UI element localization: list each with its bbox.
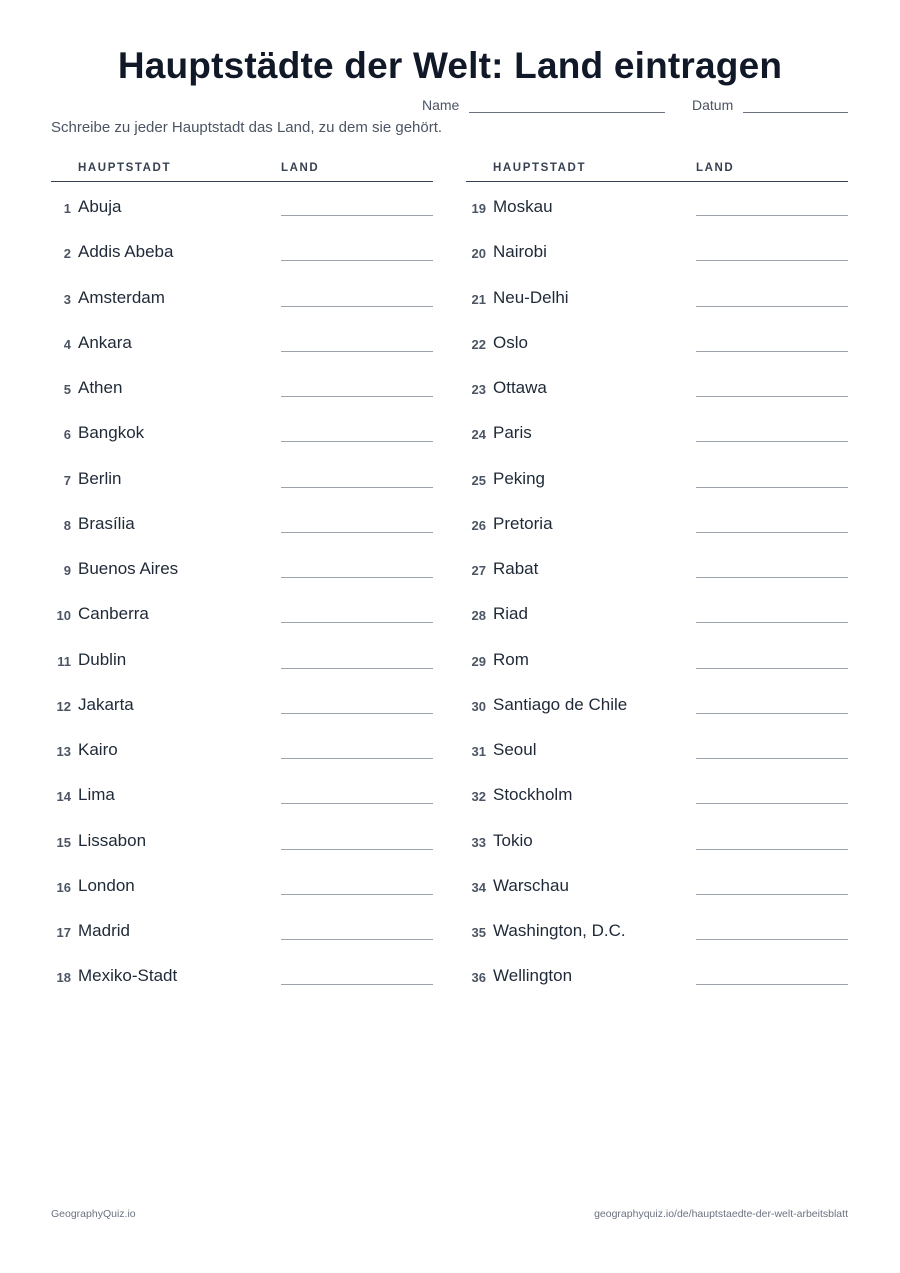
land-answer-line[interactable] <box>281 306 433 307</box>
row-number: 20 <box>471 246 486 262</box>
city-header: HAUPTSTADT <box>493 162 587 174</box>
worksheet-row <box>466 635 848 680</box>
row-number: 21 <box>471 291 486 307</box>
date-label: Datum <box>692 97 734 113</box>
row-number: 24 <box>471 427 486 443</box>
worksheet-row <box>466 363 848 408</box>
row-number: 3 <box>63 291 71 307</box>
worksheet-row <box>51 363 433 408</box>
row-number: 26 <box>471 517 486 533</box>
capital-name: Washington, D.C. <box>493 921 626 940</box>
row-number: 4 <box>63 336 71 352</box>
footer-brand: GeographyQuiz.io <box>51 1208 136 1220</box>
land-answer-line[interactable] <box>696 396 848 397</box>
worksheet-row <box>466 861 848 906</box>
row-number: 9 <box>63 563 71 578</box>
row-number: 32 <box>471 789 486 805</box>
worksheet-row <box>51 227 433 272</box>
city-header: HAUPTSTADT <box>78 162 172 174</box>
row-number: 31 <box>471 744 486 759</box>
row-number: 2 <box>63 246 71 262</box>
land-header: LAND <box>281 162 320 174</box>
row-number: 15 <box>56 834 71 850</box>
worksheet-row <box>466 725 848 770</box>
worksheet-row <box>51 499 433 544</box>
row-number: 27 <box>471 563 486 578</box>
row-number: 25 <box>471 472 486 488</box>
worksheet-row <box>51 951 433 996</box>
worksheet-row <box>51 273 433 318</box>
row-number: 36 <box>471 970 486 986</box>
worksheet-row <box>51 680 433 725</box>
capital-name: Neu-Delhi <box>493 287 569 307</box>
row-number: 10 <box>56 608 71 624</box>
capital-name: Pretoria <box>493 513 553 533</box>
worksheet-row <box>466 454 848 499</box>
worksheet-row <box>466 273 848 318</box>
row-number: 5 <box>63 382 71 397</box>
land-answer-line[interactable] <box>696 215 848 216</box>
worksheet-title: Hauptstädte der Welt: Land eintragen <box>117 45 783 86</box>
capital-name: Lima <box>78 785 115 805</box>
land-answer-line[interactable] <box>696 849 848 850</box>
capital-name: Lissabon <box>78 830 147 850</box>
capital-name: Nairobi <box>493 242 547 262</box>
land-answer-line[interactable] <box>696 622 848 623</box>
row-number: 12 <box>56 698 71 714</box>
land-answer-line[interactable] <box>281 441 433 442</box>
worksheet-row <box>51 861 433 906</box>
land-answer-line[interactable] <box>696 939 848 940</box>
row-number: 33 <box>471 834 486 850</box>
row-number: 7 <box>63 472 71 488</box>
land-answer-line[interactable] <box>281 351 433 352</box>
row-number: 17 <box>56 925 71 940</box>
capital-name: Berlin <box>78 468 122 488</box>
capitals-column-right <box>466 158 848 997</box>
column-header <box>466 158 848 182</box>
land-answer-line[interactable] <box>281 532 433 533</box>
worksheet-row <box>466 227 848 272</box>
land-answer-line[interactable] <box>696 441 848 442</box>
row-number: 11 <box>57 653 71 669</box>
land-answer-line[interactable] <box>696 803 848 804</box>
capital-name: Abuja <box>78 197 122 216</box>
worksheet-row <box>466 816 848 861</box>
worksheet-row <box>51 816 433 861</box>
row-number: 22 <box>471 336 486 352</box>
capital-name: Dublin <box>78 649 127 669</box>
land-answer-line[interactable] <box>696 306 848 307</box>
land-answer-line[interactable] <box>696 894 848 895</box>
worksheet-row <box>466 544 848 589</box>
land-answer-line[interactable] <box>281 215 433 216</box>
worksheet-row <box>51 544 433 589</box>
land-answer-line[interactable] <box>281 713 433 714</box>
capital-name: Tokio <box>493 830 533 850</box>
capital-name: Oslo <box>493 332 528 352</box>
land-answer-line[interactable] <box>696 668 848 669</box>
land-answer-line[interactable] <box>281 939 433 940</box>
land-answer-line[interactable] <box>696 260 848 261</box>
date-field[interactable] <box>743 112 848 113</box>
worksheet-row <box>51 725 433 770</box>
worksheet-row <box>51 770 433 815</box>
capital-name: Wellington <box>493 966 573 986</box>
capital-name: Kairo <box>78 740 118 759</box>
worksheet-row <box>51 454 433 499</box>
capital-name: Brasília <box>78 513 135 533</box>
worksheet-row <box>466 589 848 634</box>
worksheet-row <box>466 770 848 815</box>
worksheet-row <box>51 408 433 453</box>
capital-name: London <box>78 875 135 895</box>
capital-name: Amsterdam <box>78 287 165 307</box>
row-number: 13 <box>56 744 71 759</box>
worksheet-row <box>466 906 848 951</box>
row-number: 34 <box>471 879 486 895</box>
capital-name: Rom <box>493 649 529 669</box>
capital-name: Ankara <box>78 332 132 352</box>
row-number: 28 <box>471 608 486 624</box>
row-number: 23 <box>471 382 486 397</box>
land-answer-line[interactable] <box>696 577 848 578</box>
land-answer-line[interactable] <box>281 577 433 578</box>
rows-right <box>466 182 848 997</box>
worksheet-row <box>51 318 433 363</box>
row-number: 1 <box>63 201 71 216</box>
land-header: LAND <box>696 162 735 174</box>
worksheet-row <box>466 182 848 227</box>
capital-name: Rabat <box>493 559 539 578</box>
worksheet-row <box>466 408 848 453</box>
capital-name: Santiago de Chile <box>493 694 628 714</box>
capital-name: Mexiko-Stadt <box>78 966 178 986</box>
capital-name: Madrid <box>78 921 130 940</box>
capital-name: Athen <box>78 378 123 397</box>
capital-name: Riad <box>493 604 528 624</box>
row-number: 16 <box>56 879 71 895</box>
row-number: 19 <box>471 201 486 216</box>
land-answer-line[interactable] <box>281 758 433 759</box>
capital-name: Warschau <box>493 875 569 895</box>
row-number: 14 <box>56 789 71 805</box>
capital-name: Stockholm <box>493 785 573 805</box>
capital-name: Buenos Aires <box>78 559 179 578</box>
instructions: Schreibe zu jeder Hauptstadt das Land, zu dem sie gehört. <box>51 119 443 136</box>
capitals-column-left <box>51 158 433 997</box>
name-label: Name <box>422 97 460 113</box>
worksheet-row <box>466 951 848 996</box>
land-answer-line[interactable] <box>281 894 433 895</box>
row-number: 18 <box>56 970 71 986</box>
land-answer-line[interactable] <box>696 487 848 488</box>
land-answer-line[interactable] <box>281 668 433 669</box>
row-number: 6 <box>63 427 71 443</box>
name-field[interactable] <box>469 112 665 113</box>
worksheet-row <box>51 906 433 951</box>
land-answer-line[interactable] <box>281 487 433 488</box>
capital-name: Canberra <box>78 604 149 624</box>
land-answer-line[interactable] <box>696 713 848 714</box>
land-answer-line[interactable] <box>281 622 433 623</box>
row-number: 35 <box>471 925 486 940</box>
land-answer-line[interactable] <box>696 351 848 352</box>
land-answer-line[interactable] <box>281 396 433 397</box>
capital-name: Peking <box>493 468 545 488</box>
row-number: 29 <box>471 653 486 669</box>
land-answer-line[interactable] <box>281 984 433 985</box>
worksheet-row <box>466 318 848 363</box>
row-number: 30 <box>471 698 486 714</box>
land-answer-line[interactable] <box>281 260 433 261</box>
land-answer-line[interactable] <box>696 984 848 985</box>
capital-name: Moskau <box>493 197 553 216</box>
capital-name: Jakarta <box>78 694 134 714</box>
worksheet-row <box>466 499 848 544</box>
capital-name: Ottawa <box>493 378 547 397</box>
land-answer-line[interactable] <box>696 758 848 759</box>
column-header <box>51 158 433 182</box>
capital-name: Paris <box>493 423 532 443</box>
rows-left <box>51 182 433 997</box>
worksheet-row <box>51 182 433 227</box>
worksheet-row <box>51 635 433 680</box>
row-number: 8 <box>63 517 71 533</box>
capital-name: Bangkok <box>78 423 145 443</box>
capital-name: Seoul <box>493 740 537 759</box>
capital-name: Addis Abeba <box>78 242 174 262</box>
worksheet-row <box>51 589 433 634</box>
land-answer-line[interactable] <box>281 849 433 850</box>
footer-url: geographyquiz.io/de/hauptstaedte-der-welt-arbeitsblatt <box>594 1208 848 1220</box>
land-answer-line[interactable] <box>281 803 433 804</box>
land-answer-line[interactable] <box>696 532 848 533</box>
worksheet-row <box>466 680 848 725</box>
